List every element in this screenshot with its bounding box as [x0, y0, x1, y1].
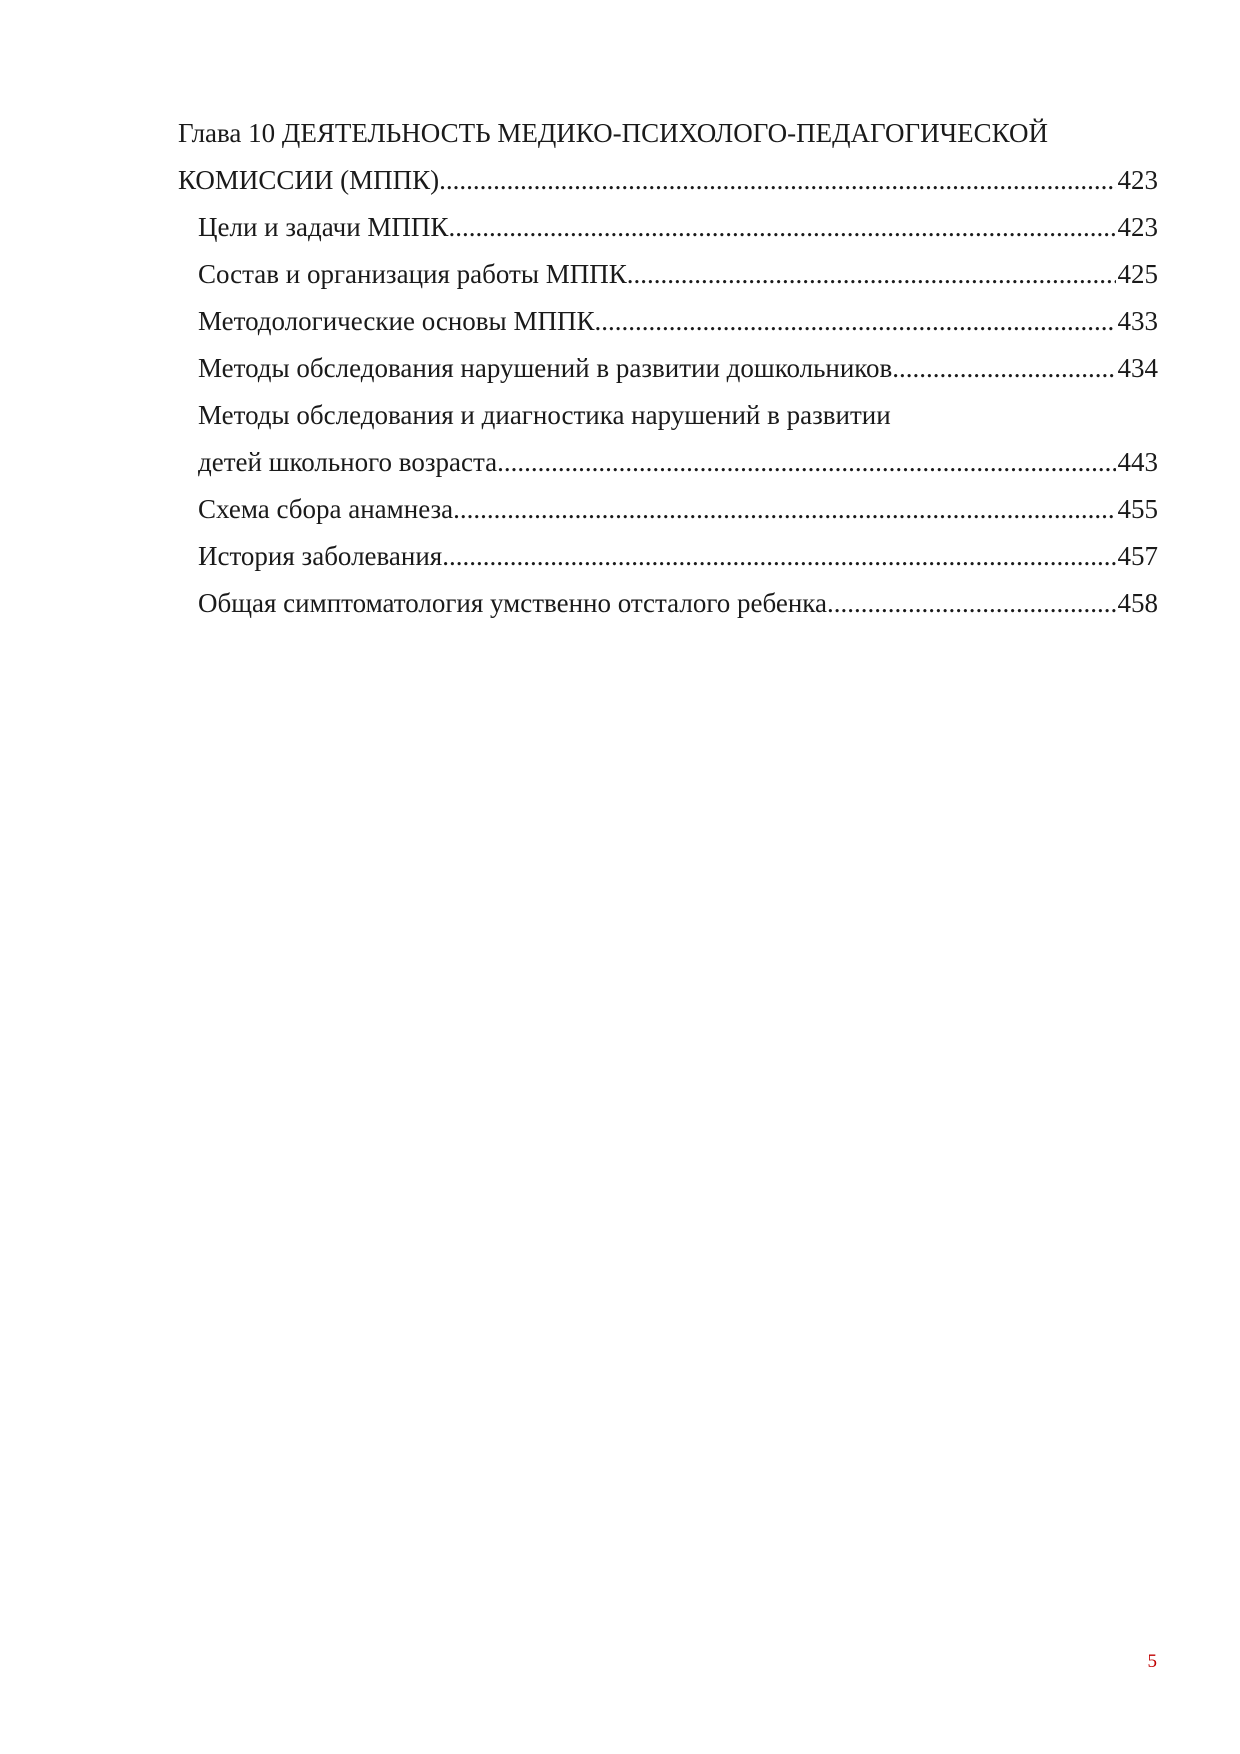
toc-page-number: 433	[1117, 306, 1158, 336]
page-number: 5	[1147, 1651, 1157, 1672]
toc-page-number: 434	[1117, 353, 1158, 383]
toc-page-number: 443	[1117, 447, 1158, 477]
toc-entry[interactable]	[178, 580, 1158, 627]
toc-leader-dots	[439, 157, 1115, 204]
toc-leader-dots	[448, 204, 1115, 251]
toc-entry-title: Методологические основы МППК	[198, 306, 595, 336]
toc-page-number: 425	[1117, 259, 1158, 289]
toc-entry[interactable]	[178, 533, 1158, 580]
toc-entry-title: Общая симптоматология умственно отсталого ребенка	[198, 588, 827, 618]
toc-entry-title: История заболевания	[198, 541, 443, 571]
toc-leader-dots	[442, 533, 1115, 580]
toc-page-number: 458	[1117, 588, 1158, 618]
toc-entry[interactable]	[178, 486, 1158, 533]
toc-leader-dots	[827, 580, 1116, 627]
toc-leader-dots	[453, 486, 1115, 533]
toc-entry-title-line1: Методы обследования и диагностика нарушений в развитии	[198, 400, 891, 430]
table-of-contents	[178, 110, 1158, 627]
toc-entry-title: Состав и организация работы МППК	[198, 259, 627, 289]
toc-page-number: 457	[1117, 541, 1158, 571]
toc-chapter-heading	[178, 110, 1158, 157]
toc-leader-dots	[497, 439, 1115, 486]
toc-entry-title: Методы обследования нарушений в развитии дошкольников	[198, 353, 893, 383]
toc-page-number: 423	[1117, 212, 1158, 242]
toc-entry[interactable]	[178, 439, 1158, 486]
toc-page-number: 423	[1117, 165, 1158, 195]
toc-leader-dots	[627, 251, 1116, 298]
toc-entry[interactable]	[178, 251, 1158, 298]
toc-leader-dots	[594, 298, 1115, 345]
toc-page-number: 455	[1117, 494, 1158, 524]
toc-entry-title: Схема сбора анамнеза	[198, 494, 454, 524]
toc-chapter-entry[interactable]	[178, 157, 1158, 204]
toc-chapter-title-line2: КОМИССИИ (МППК)	[178, 165, 440, 195]
toc-entry-title-line2: детей школьного возраста	[198, 447, 498, 477]
toc-entry[interactable]	[178, 298, 1158, 345]
toc-chapter-title-line1: Глава 10 ДЕЯТЕЛЬНОСТЬ МЕДИКО-ПСИХОЛОГО-ПЕДАГОГИЧЕСКОЙ	[178, 118, 1048, 148]
toc-leader-dots	[892, 345, 1115, 392]
toc-entry-title: Цели и задачи МППК	[198, 212, 449, 242]
toc-entry[interactable]	[178, 345, 1158, 392]
toc-entry-heading	[178, 392, 1158, 439]
toc-entry[interactable]	[178, 204, 1158, 251]
